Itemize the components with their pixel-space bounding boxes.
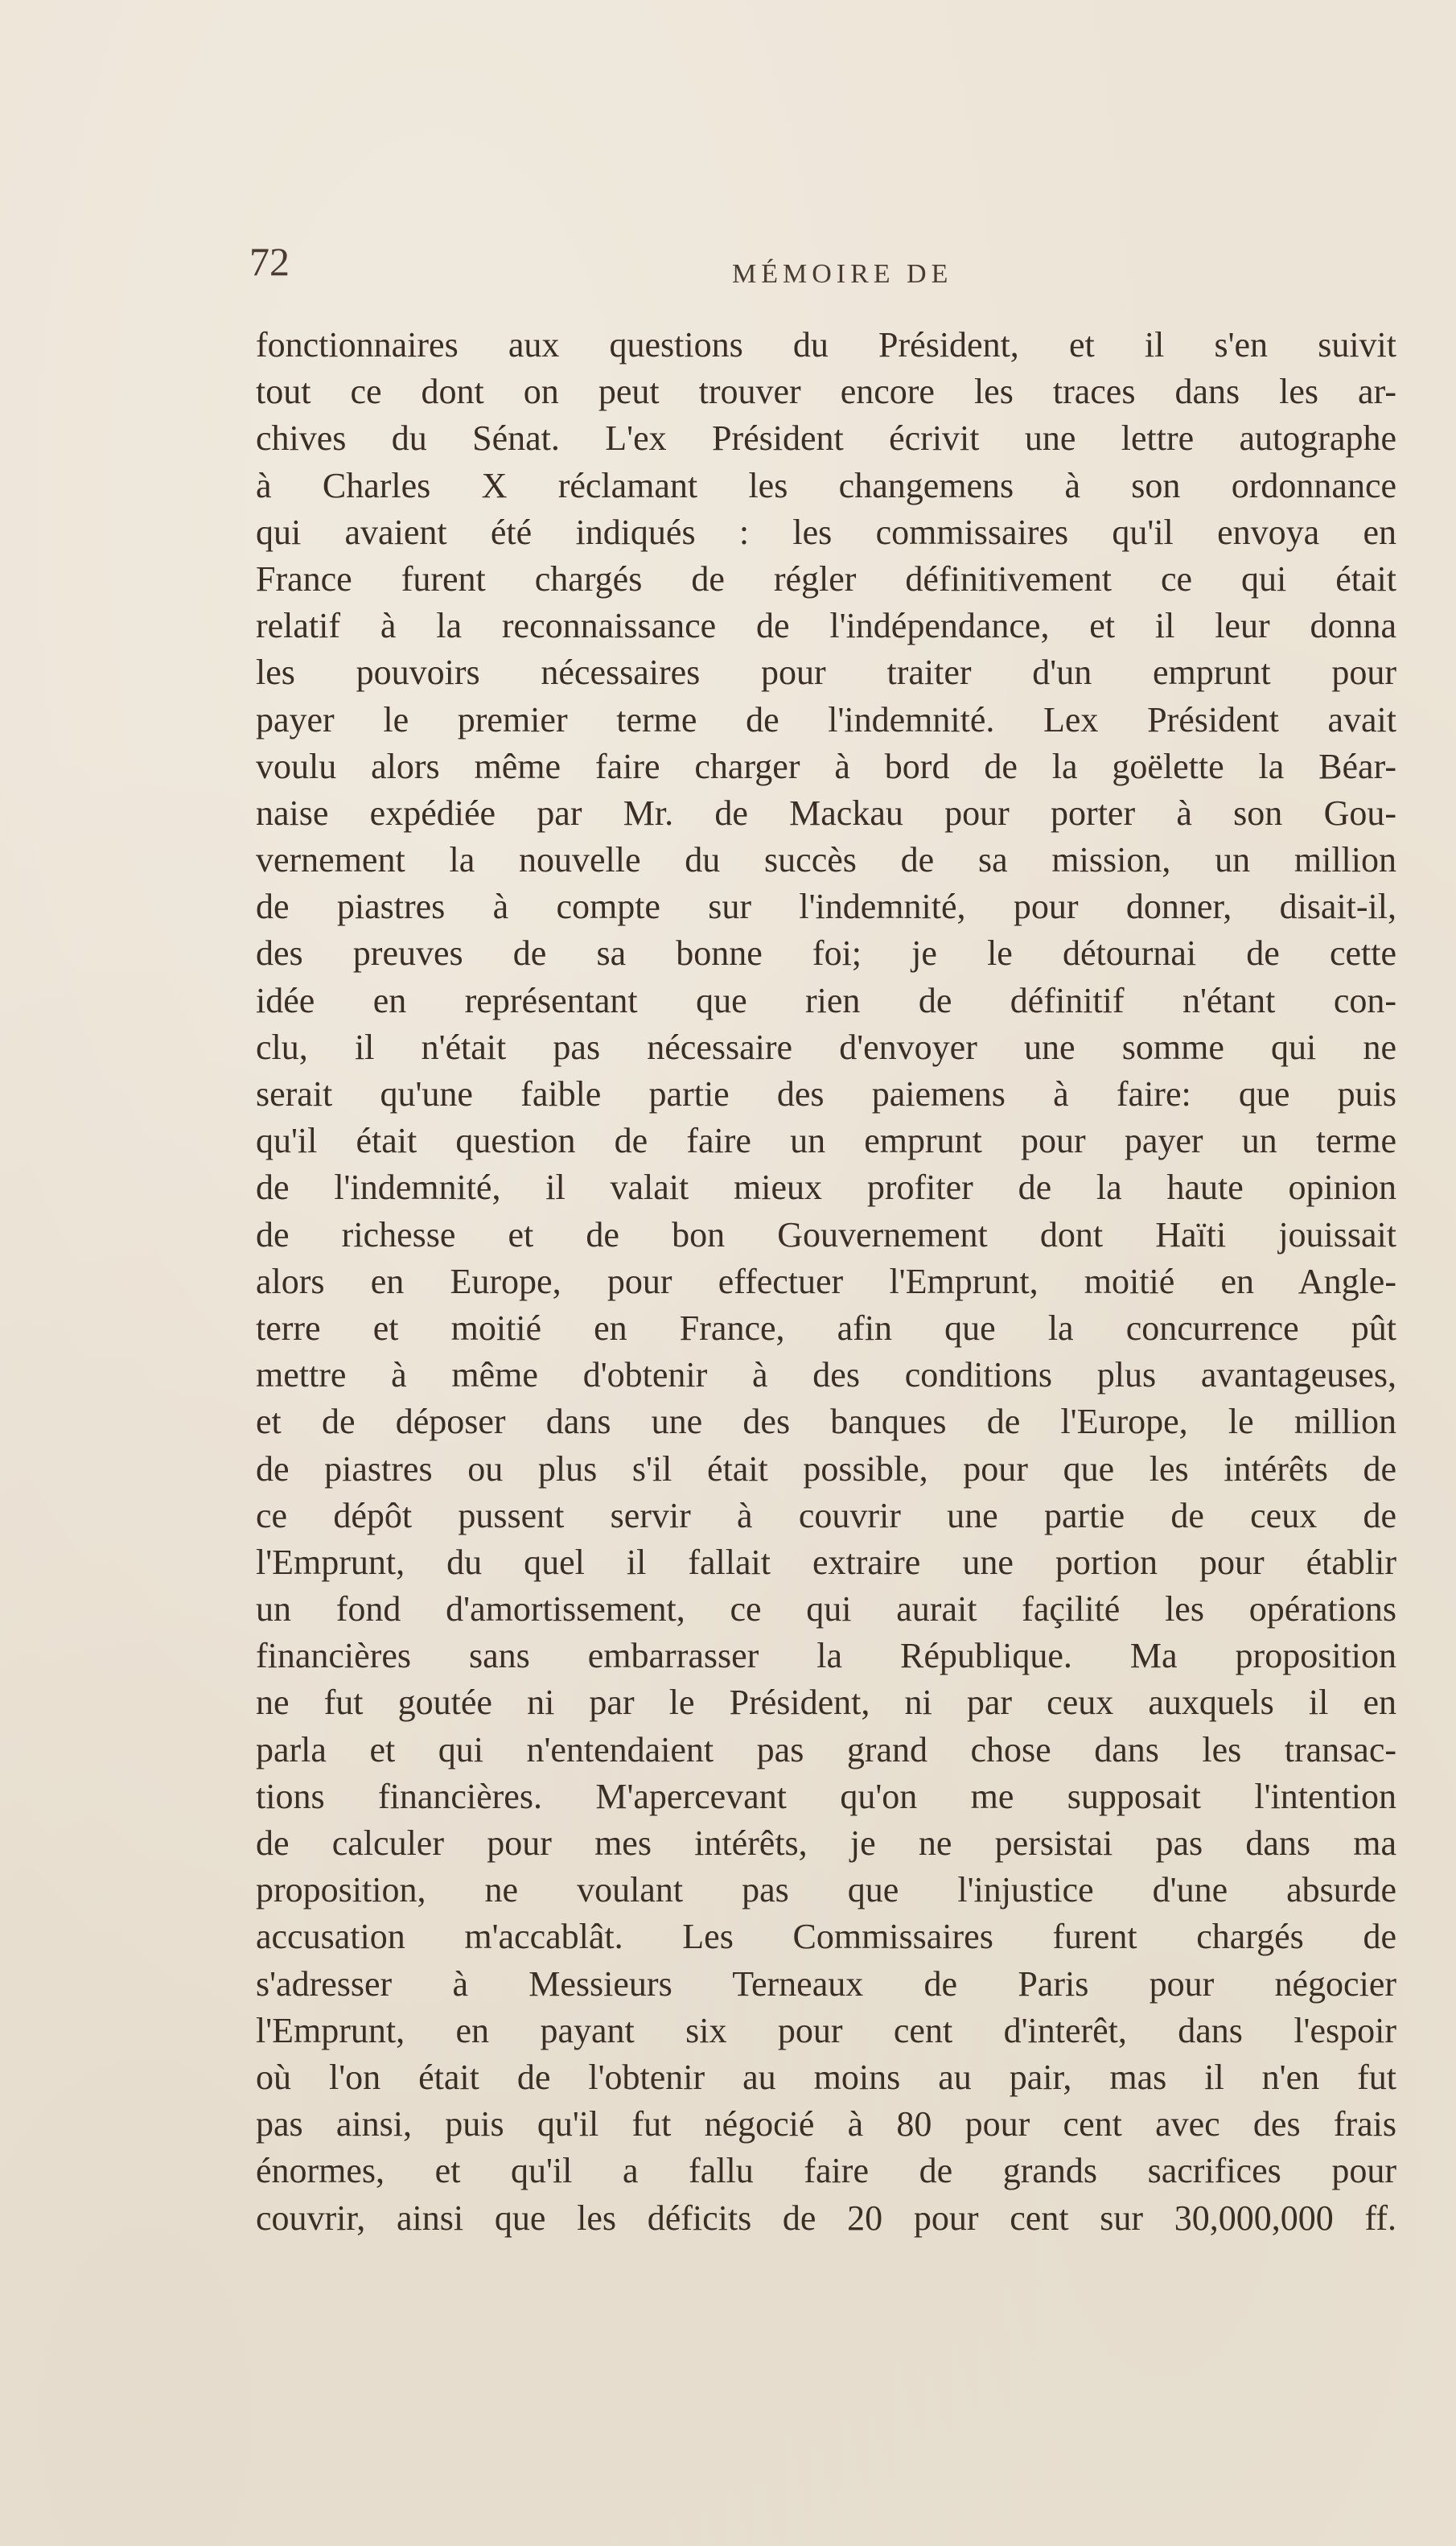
- text-line: relatif à la reconnaissance de l'indépendance, et il leur donna: [256, 606, 1396, 646]
- text-line: qui avaient été indiqués : les commissaires qu'il envoya en: [256, 512, 1396, 552]
- text-line: de piastres à compte sur l'indemnité, pour donner, disait-il,: [256, 887, 1396, 927]
- page-header: [249, 238, 1408, 295]
- text-line: voulu alors même faire charger à bord de la goëlette la Béar-: [256, 746, 1396, 786]
- page-number: 72: [249, 239, 290, 284]
- text-line: accusation m'accablât. Les Commissaires furent chargés de: [256, 1917, 1396, 1957]
- text-line: ce dépôt pussent servir à couvrir une partie de ceux de: [256, 1495, 1396, 1535]
- text-line: de richesse et de bon Gouvernement dont Haïti jouissait: [256, 1214, 1396, 1254]
- text-line: financières sans embarrasser la République. Ma proposition: [256, 1636, 1396, 1676]
- text-line: l'Emprunt, du quel il fallait extraire une portion pour établir: [256, 1542, 1396, 1582]
- text-line: proposition, ne voulant pas que l'injustice d'une absurde: [256, 1870, 1396, 1910]
- text-line: terre et moitié en France, afin que la concurrence pût: [256, 1308, 1396, 1348]
- text-line: serait qu'une faible partie des paiemens à faire: que puis: [256, 1074, 1396, 1114]
- text-line: pas ainsi, puis qu'il fut négocié à 80 pour cent avec des frais: [256, 2104, 1396, 2144]
- text-line: des preuves de sa bonne foi; je le détournai de cette: [256, 933, 1396, 974]
- text-line: chives du Sénat. L'ex Président écrivit une lettre autographe: [256, 418, 1396, 459]
- text-line: France furent chargés de régler définitivement ce qui était: [256, 558, 1396, 599]
- body-text: [256, 322, 1396, 2242]
- text-line: de l'indemnité, il valait mieux profiter de la haute opinion: [256, 1168, 1396, 1208]
- text-line: tions financières. M'apercevant qu'on me supposait l'intention: [256, 1776, 1396, 1816]
- text-line: l'Emprunt, en payant six pour cent d'interêt, dans l'espoir: [256, 2010, 1396, 2050]
- text-line: idée en représentant que rien de définitif n'étant con-: [256, 980, 1396, 1020]
- text-line: fonctionnaires aux questions du Président, et il s'en suivit: [256, 325, 1396, 365]
- text-line: de calculer pour mes intérêts, je ne persistai pas dans ma: [256, 1823, 1396, 1863]
- text-line: énormes, et qu'il a fallu faire de grands sacrifices pour: [256, 2151, 1396, 2191]
- text-line: qu'il était question de faire un emprunt pour payer un terme: [256, 1121, 1396, 1161]
- text-line: clu, il n'était pas nécessaire d'envoyer une somme qui ne: [256, 1027, 1396, 1067]
- text-line: tout ce dont on peut trouver encore les traces dans les ar-: [256, 372, 1396, 412]
- text-line: alors en Europe, pour effectuer l'Emprunt, moitié en Angle-: [256, 1261, 1396, 1301]
- text-line: où l'on était de l'obtenir au moins au pair, mas il n'en fut: [256, 2057, 1396, 2097]
- text-line: à Charles X réclamant les changemens à son ordonnance: [256, 465, 1396, 505]
- text-line: mettre à même d'obtenir à des conditions plus avantageuses,: [256, 1355, 1396, 1395]
- text-line: naise expédiée par Mr. de Mackau pour porter à son Gou-: [256, 793, 1396, 833]
- text-line: un fond d'amortissement, ce qui aurait façilité les opérations: [256, 1589, 1396, 1629]
- text-line: les pouvoirs nécessaires pour traiter d'un emprunt pour: [256, 653, 1396, 693]
- running-title: MÉMOIRE DE: [732, 259, 953, 289]
- text-line: vernement la nouvelle du succès de sa mission, un million: [256, 840, 1396, 880]
- text-line: ne fut goutée ni par le Président, ni par ceux auxquels il en: [256, 1683, 1396, 1723]
- text-line: de piastres ou plus s'il était possible, pour que les intérêts de: [256, 1448, 1396, 1489]
- text-line: et de déposer dans une des banques de l'Europe, le million: [256, 1402, 1396, 1442]
- text-line: parla et qui n'entendaient pas grand chose dans les transac-: [256, 1729, 1396, 1769]
- text-line: payer le premier terme de l'indemnité. Lex Président avait: [256, 699, 1396, 739]
- text-line: couvrir, ainsi que les déficits de 20 pour cent sur 30,000,000 ff.: [256, 2198, 1396, 2238]
- text-line: s'adresser à Messieurs Terneaux de Paris pour négocier: [256, 1963, 1396, 2004]
